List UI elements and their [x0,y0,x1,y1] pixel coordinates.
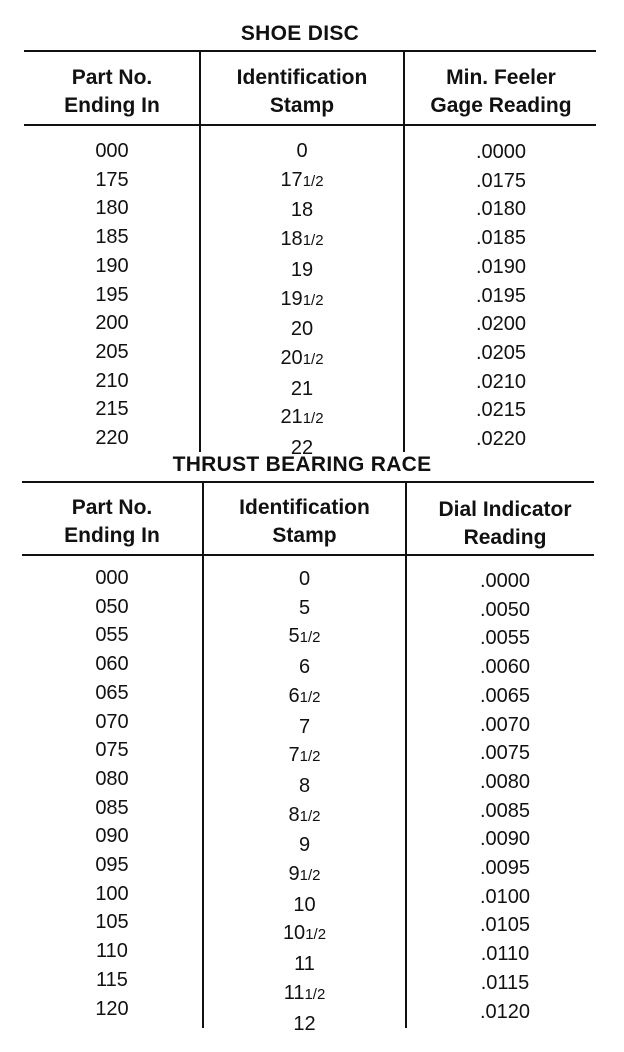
part-number-cell: 065 [95,681,129,704]
reading-cell: .0110 [480,943,530,966]
reading-cell: .0210 [475,370,527,393]
stamp-value: 10 [282,922,306,945]
identification-stamp-cell [200,403,404,434]
column-header-reading: Min. Feeler Gage Reading [430,66,572,117]
stamp-fraction: 1/2 [299,629,321,647]
identification-stamp-cell [203,860,406,891]
part-number-cell: 070 [95,710,129,733]
stamp-value: 22 [290,437,314,460]
reading-cell: .0195 [475,284,527,307]
stamp-fraction: 1/2 [302,232,324,250]
part-number-cell: 055 [95,624,129,647]
identification-stamp-cell [203,919,406,950]
stamp-value: 10 [293,893,316,916]
stamp-value: 21 [280,406,303,429]
identification-stamp-cell [200,315,404,344]
identification-stamp-column [203,565,406,1038]
part-number-cell: 105 [95,911,129,934]
stamp-value: 18 [290,199,314,222]
stamp-value: 9 [298,834,311,857]
part-number-cell: 220 [95,427,129,450]
reading-cell: .0075 [479,742,531,765]
part-number-cell: 185 [95,226,129,249]
stamp-fraction: 1/2 [302,350,324,368]
identification-stamp-cell [203,891,406,920]
top-rule [22,481,594,483]
part-number-cell: 080 [95,767,129,790]
part-number-cell: 050 [95,595,129,618]
reading-cell: .0200 [475,313,527,336]
stamp-value: 5 [288,625,300,648]
stamp-fraction: 1/2 [299,688,321,706]
table-title: THRUST BEARING RACE [172,453,432,476]
identification-stamp-cell [200,225,404,256]
reading-cell: .0100 [479,885,531,908]
identification-stamp-cell [203,950,406,979]
stamp-value: 19 [280,287,303,310]
header-rule [24,124,596,126]
reading-column [404,138,598,454]
stamp-value: 6 [298,656,311,679]
reading-cell: .0205 [475,341,527,364]
identification-stamp-column [200,137,404,463]
identification-stamp-cell [203,594,406,623]
shoe-disc-table [0,0,624,460]
header-rule [22,554,594,556]
column-header-part-no: Part No. Ending In [64,66,160,117]
stamp-value: 20 [290,318,314,341]
column-header-reading: Dial Indicator Reading [438,498,572,549]
part-number-cell: 215 [95,398,129,421]
reading-cell: .0050 [479,598,531,621]
stamp-value: 20 [280,346,303,369]
identification-stamp-cell [200,137,404,166]
part-number-cell: 210 [95,369,129,392]
part-number-cell: 000 [95,140,129,162]
reading-cell: .0070 [479,713,531,736]
thrust-bearing-race-table [0,452,624,1052]
stamp-fraction: 1/2 [299,807,321,825]
reading-cell: .0120 [479,1000,531,1023]
reading-cell: .0105 [479,914,531,937]
part-number-cell: 060 [95,653,129,676]
stamp-value: 0 [298,568,311,590]
part-number-cell: 095 [95,854,129,877]
stamp-value: 8 [298,774,311,797]
part-number-cell: 090 [95,825,129,848]
table-title: SHOE DISC [240,22,360,45]
reading-cell: .0115 [480,971,530,994]
part-number-cell: 180 [95,197,129,220]
identification-stamp-cell [203,622,406,653]
stamp-value: 17 [280,168,303,191]
identification-stamp-cell [203,831,406,860]
stamp-fraction: 1/2 [305,926,327,944]
reading-cell: .0055 [479,627,531,650]
column-header-identification-stamp: Identification Stamp [236,66,368,117]
part-number-cell: 075 [95,739,129,762]
stamp-value: 5 [298,596,311,619]
part-number-cell: 190 [95,254,129,277]
part-number-column [24,137,200,453]
identification-stamp-cell [200,256,404,285]
part-number-cell: 200 [95,312,129,335]
part-number-cell: 195 [95,283,129,306]
identification-stamp-cell [203,801,406,832]
stamp-fraction: 1/2 [302,291,324,309]
part-number-cell: 115 [96,968,128,991]
stamp-fraction: 1/2 [299,748,321,766]
stamp-fraction: 1/2 [299,867,321,885]
reading-cell: .0095 [479,857,531,880]
reading-cell: .0060 [479,656,531,679]
identification-stamp-cell [203,653,406,682]
reading-cell: .0090 [479,828,531,851]
identification-stamp-cell [203,682,406,713]
stamp-fraction: 1/2 [302,172,324,190]
part-number-column [22,564,202,1023]
reading-cell: .0000 [479,570,531,592]
identification-stamp-cell [203,979,406,1010]
reading-cell: .0215 [475,399,527,422]
reading-column [406,567,604,1026]
stamp-fraction: 1/2 [302,410,324,428]
column-header-identification-stamp: Identification Stamp [239,496,370,547]
identification-stamp-cell [203,1010,406,1039]
reading-cell: .0065 [479,684,531,707]
identification-stamp-cell [200,196,404,225]
reading-cell: .0185 [475,227,527,250]
identification-stamp-cell [203,713,406,742]
stamp-fraction: 1/2 [304,985,326,1003]
part-number-cell: 205 [95,340,129,363]
part-number-cell: 175 [95,168,129,191]
stamp-value: 9 [288,863,300,886]
reading-cell: .0175 [475,169,527,192]
identification-stamp-cell [203,772,406,801]
reading-cell: .0080 [479,770,531,793]
top-rule [24,50,596,52]
identification-stamp-cell [203,565,406,594]
stamp-value: 6 [288,684,300,707]
reading-cell: .0190 [475,255,527,278]
stamp-value: 11 [294,953,315,976]
part-number-cell: 000 [95,567,129,589]
part-number-cell: 120 [95,997,129,1020]
stamp-value: 21 [290,377,314,400]
reading-cell: .0085 [479,799,531,822]
reading-cell: .0000 [475,141,527,163]
stamp-value: 12 [293,1012,316,1035]
stamp-value: 8 [288,803,300,826]
identification-stamp-cell [200,166,404,197]
stamp-value: 11 [283,981,305,1004]
part-number-cell: 100 [95,882,129,905]
stamp-value: 19 [290,258,314,281]
stamp-value: 0 [296,140,308,162]
stamp-value: 7 [298,715,311,738]
stamp-value: 18 [280,228,303,251]
identification-stamp-cell [200,285,404,316]
reading-cell: .0180 [475,198,527,221]
part-number-cell: 085 [95,796,129,819]
stamp-value: 7 [288,744,300,767]
column-header-part-no: Part No. Ending In [64,496,160,547]
identification-stamp-cell [200,375,404,404]
part-number-cell: 110 [96,940,128,963]
identification-stamp-cell [203,741,406,772]
reading-cell: .0220 [475,428,527,451]
identification-stamp-cell [200,344,404,375]
